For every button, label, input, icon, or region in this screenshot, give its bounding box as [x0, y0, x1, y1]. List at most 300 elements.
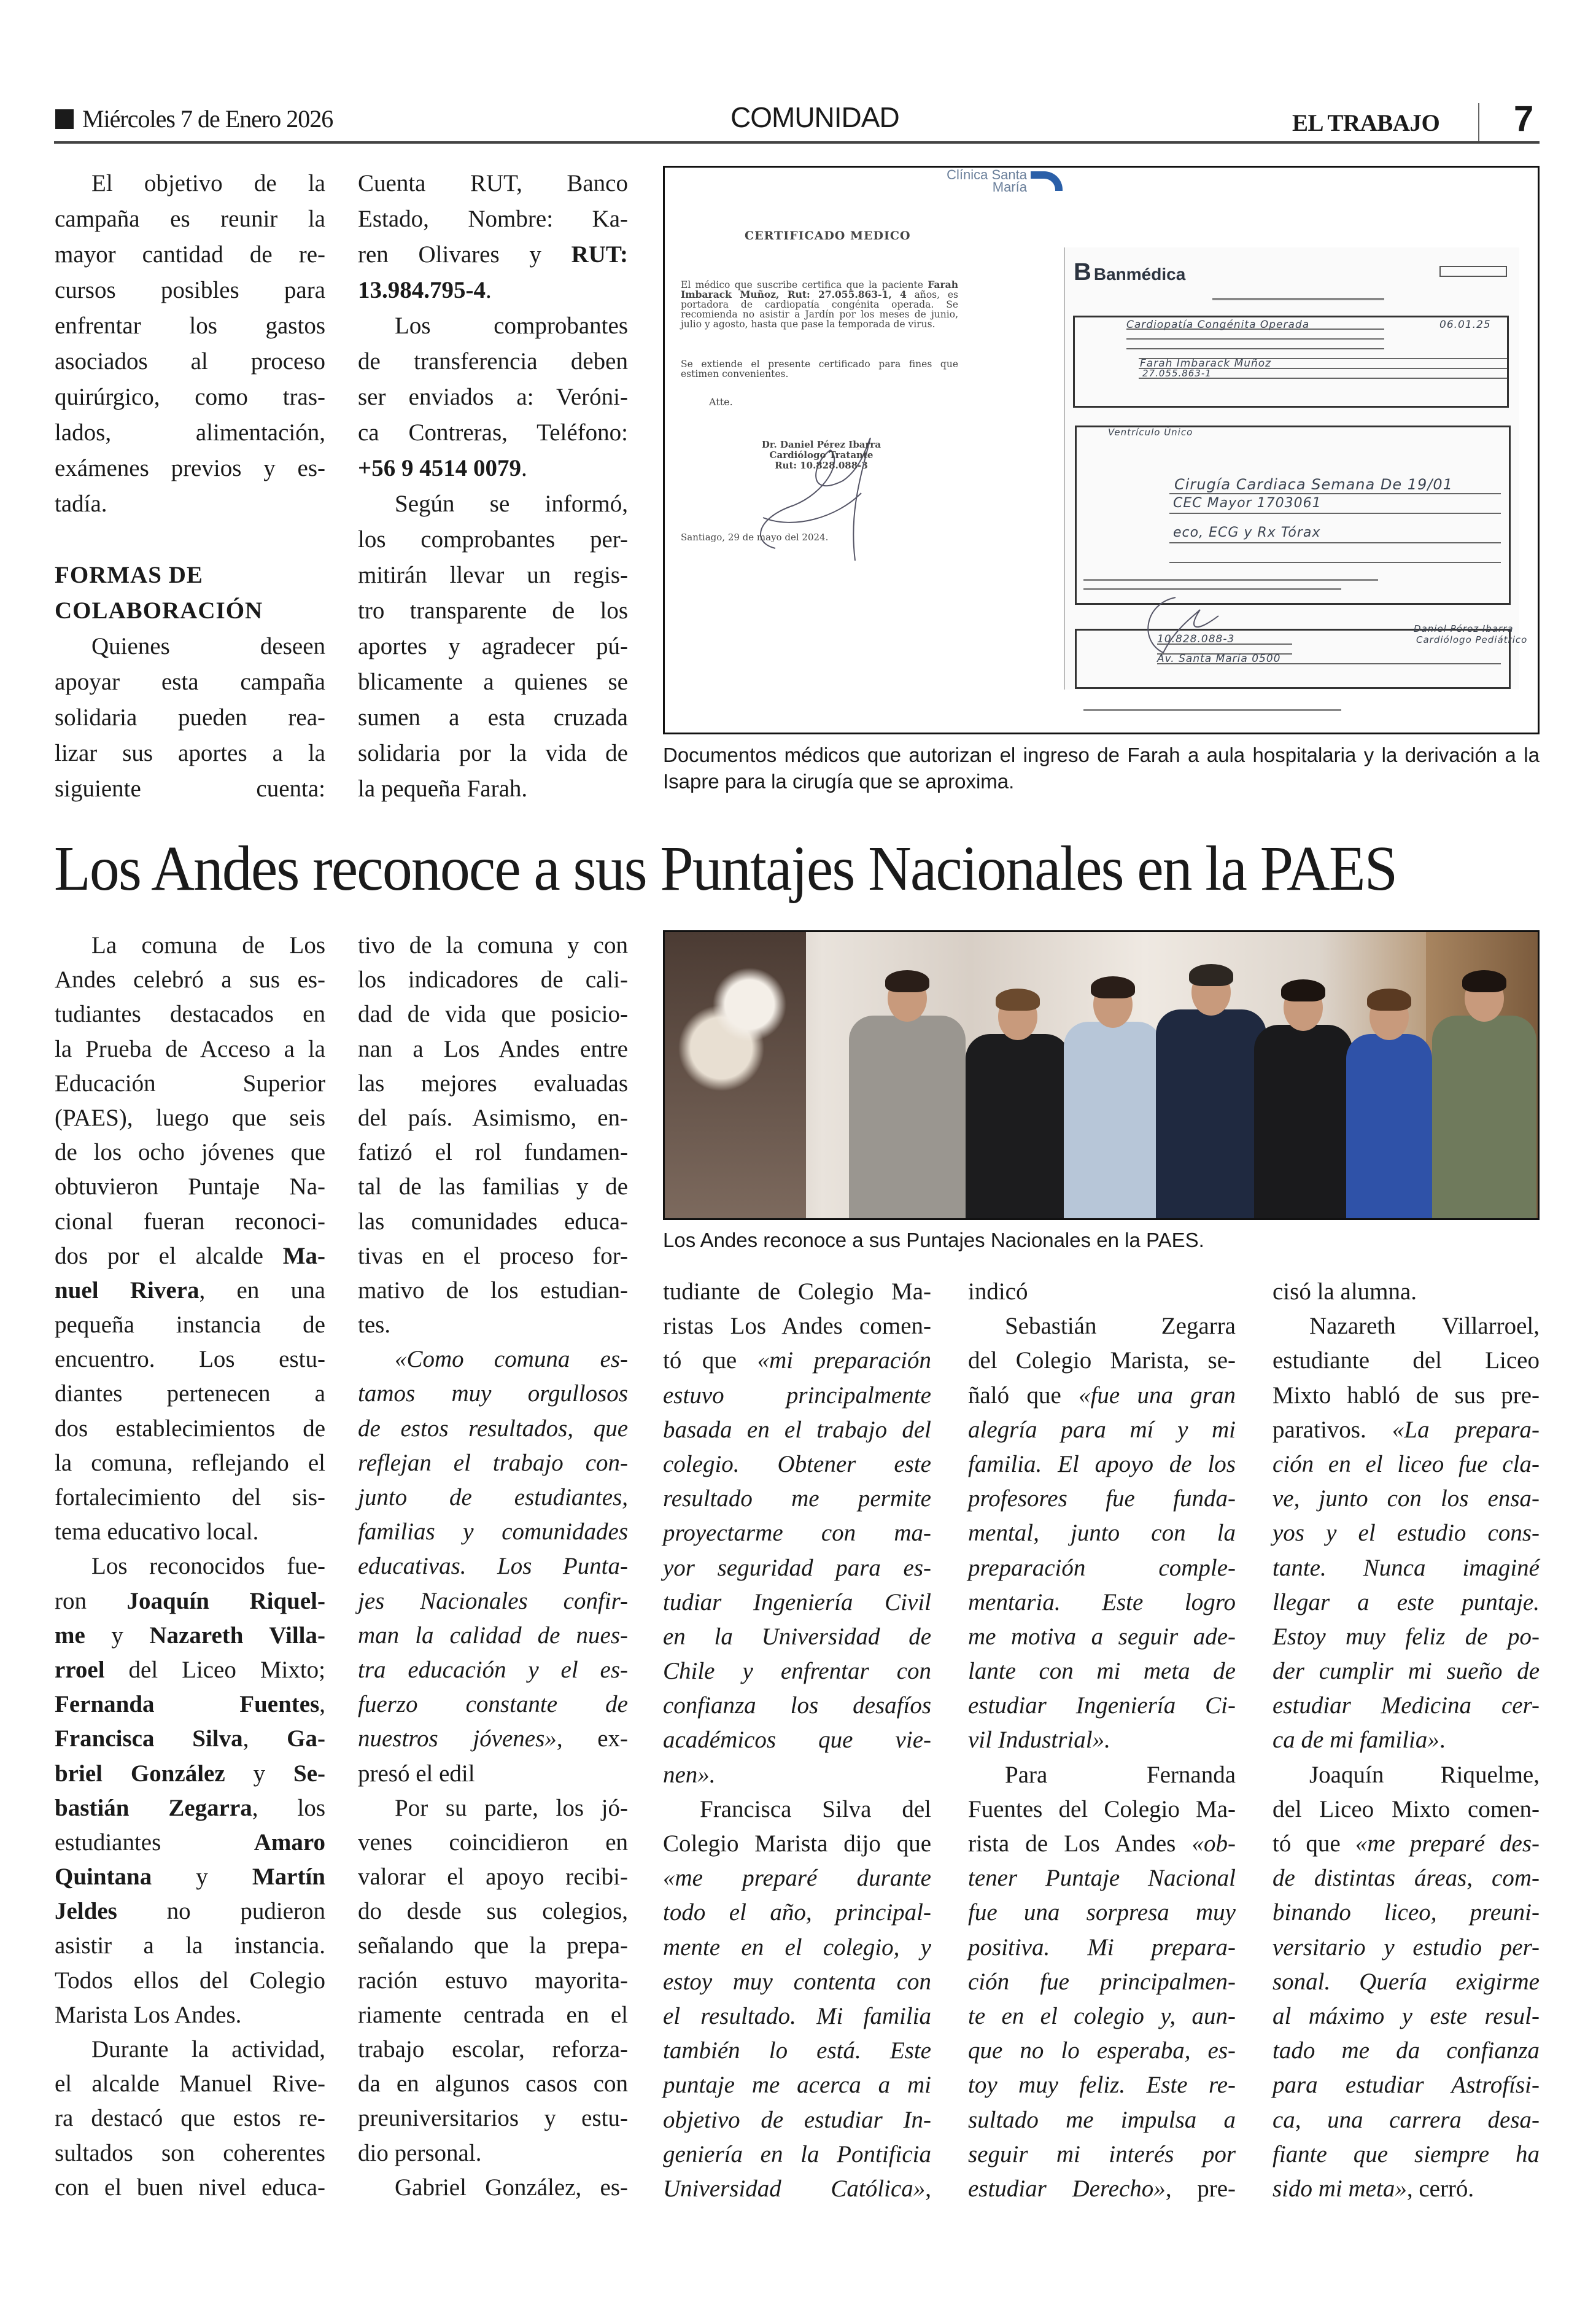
- text-line: [358, 736, 628, 771]
- text-line: [55, 1653, 325, 1687]
- main-article-column-1: [55, 928, 325, 2205]
- text-run: .: [1439, 1727, 1446, 1754]
- quote-text: «me preparé durante: [663, 1865, 931, 1892]
- text-line: [358, 771, 628, 807]
- text-run: La comuna de Los: [91, 932, 325, 958]
- text-run: venes coincidieron en: [358, 1829, 628, 1856]
- quote-text: proyectarme con ma-: [663, 1520, 931, 1547]
- text-line: [1273, 1861, 1540, 1895]
- text-line: [358, 1964, 628, 1998]
- text-run: (PAES), luego que seis: [55, 1104, 325, 1131]
- text-run: las comunidades educa-: [358, 1208, 628, 1235]
- text-run: presó el edil: [358, 1760, 475, 1787]
- text-run: del país. Asimismo, en-: [358, 1104, 628, 1131]
- text-line: [358, 1239, 628, 1273]
- text-line: [1273, 1309, 1540, 1343]
- text-line: [358, 928, 628, 963]
- text-run: Gabriel González, es-: [395, 2174, 628, 2201]
- banmedica-logo-icon: B: [1074, 259, 1091, 286]
- handwritten-doctor-rut: 10.828.088-3: [1157, 633, 1235, 645]
- text-line: [968, 1689, 1236, 1723]
- text-line: [663, 1861, 931, 1895]
- text-run: , cerró.: [1406, 2175, 1474, 2202]
- text-line: [358, 1032, 628, 1067]
- quote-text: positiva. Mi prepara-: [968, 1934, 1236, 1961]
- quote-text: reflejan el trabajo con-: [358, 1449, 628, 1476]
- person-figure: [849, 973, 966, 1218]
- quote-text: resultado me permite: [663, 1485, 931, 1512]
- text-line: [968, 2103, 1236, 2137]
- text-run: tema educativo local.: [55, 1518, 259, 1545]
- person-hair: [1281, 979, 1325, 1001]
- text-run: FORMAS DE: [55, 562, 203, 588]
- text-run: lizar sus aportes a la: [55, 740, 325, 766]
- certificate-document: [665, 168, 1540, 734]
- request-number-box: [1439, 266, 1507, 277]
- quote-text: junto de estudiantes,: [358, 1484, 628, 1510]
- text-run: los comprobantes per-: [358, 526, 628, 553]
- text-line: [55, 736, 325, 771]
- documents-caption: Documentos médicos que autorizan el ingreso de Farah a aula hospitalaria y la derivación a la Isapre para la cirugía que se aproxima.: [663, 744, 1540, 793]
- text-line: [663, 1654, 931, 1689]
- text-line: [663, 1482, 931, 1516]
- text-run: parativos.: [1273, 1416, 1392, 1443]
- certificate-body-rest: años, es portadora de cardiopatía congénita operada. Se recomienda no asistir a Jardín por los meses de junio, julio y agosto, hasta que pase la temporada de virus.: [681, 289, 958, 330]
- text-run: Todos ellos del Colegio: [55, 1967, 325, 1994]
- quote-text: confianza los desafíos: [663, 1692, 931, 1719]
- text-line: [55, 1515, 325, 1549]
- text-line: [55, 1239, 325, 1273]
- person-figure: [1156, 966, 1266, 1218]
- subheading-line: [55, 593, 325, 629]
- text-line: [55, 2101, 325, 2136]
- quote-text: fuerzo constante de: [358, 1691, 628, 1718]
- text-line: [968, 1792, 1236, 1827]
- text-line: [358, 1687, 628, 1722]
- text-run: mayor cantidad de re-: [55, 241, 325, 268]
- text-run: encuentro. Los estu-: [55, 1346, 325, 1373]
- text-line: [968, 1585, 1236, 1620]
- bold-text: Ma-: [282, 1242, 325, 1269]
- quote-text: ve, junto con los ensa-: [1273, 1485, 1540, 1512]
- text-line: [1273, 2172, 1540, 2206]
- quote-text: Estoy muy feliz de po-: [1273, 1623, 1540, 1650]
- text-run: .: [486, 277, 492, 303]
- quote-text: al máximo y este resul-: [1273, 2002, 1540, 2029]
- bold-text: RUT:: [571, 241, 628, 268]
- header-marker: [55, 109, 74, 129]
- text-line: [1273, 1689, 1540, 1723]
- patient-identification: Farah Imbarack Muñoz, Rut: 27.055.863-1, 4: [681, 279, 958, 300]
- text-run: de transferencia deben: [358, 348, 628, 375]
- text-run: Estado, Nombre: Ka-: [358, 206, 628, 232]
- quote-text: «ob-: [1191, 1830, 1236, 1857]
- issue-date: Miércoles 7 de Enero 2026: [82, 105, 333, 133]
- handwritten-specialty: Cardiólogo Pediátrico: [1416, 634, 1528, 645]
- text-line: [358, 1205, 628, 1239]
- text-run: Joaquín Riquelme,: [1309, 1761, 1540, 1788]
- text-line: [663, 1413, 931, 1447]
- text-line: [1273, 1482, 1540, 1516]
- text-line: [358, 2171, 628, 2205]
- text-line: [358, 308, 628, 344]
- person-hair: [996, 989, 1040, 1011]
- certificate-title: CERTIFICADO MEDICO: [745, 229, 911, 243]
- person-body: [1254, 1025, 1352, 1218]
- quote-text: «fue una gran: [1079, 1382, 1236, 1409]
- text-run: y: [152, 1864, 252, 1891]
- clinic-logo-icon: [1031, 171, 1063, 191]
- text-run: blicamente a quienes se: [358, 669, 628, 695]
- quote-text: nen».: [663, 1761, 716, 1788]
- handwritten-exams: eco, ECG y Rx Tórax: [1173, 525, 1321, 540]
- bold-text: Joaquín Riquel-: [126, 1587, 325, 1614]
- text-line: [1273, 1930, 1540, 1965]
- person-hair: [1367, 989, 1411, 1011]
- text-run: fatizó el rol fundamen-: [358, 1139, 628, 1166]
- banmedica-form: [1064, 247, 1528, 690]
- text-line: [55, 201, 325, 237]
- text-line: [358, 1584, 628, 1619]
- text-run: Para Fernanda: [1005, 1761, 1236, 1788]
- text-run: ra destacó que estos re-: [55, 2105, 325, 2132]
- text-run: ren Olivares y: [358, 241, 571, 268]
- text-run: Nazareth Villarroel,: [1309, 1313, 1540, 1340]
- text-run: asociados al proceso: [55, 348, 325, 375]
- person-figure: [1346, 991, 1432, 1218]
- quote-text: te en el colegio y, aun-: [968, 2002, 1236, 2029]
- medical-documents-image: [663, 166, 1540, 734]
- text-line: [55, 664, 325, 700]
- quote-text: yor seguridad para es-: [663, 1554, 931, 1581]
- bold-text: Fernanda Fuentes: [55, 1691, 320, 1718]
- text-line: [358, 522, 628, 558]
- text-line: [663, 1965, 931, 1999]
- text-run: fortalecimiento del sis-: [55, 1484, 325, 1510]
- quote-text: versitario y estudio per-: [1273, 1934, 1540, 1961]
- text-line: [358, 593, 628, 629]
- text-line: [1273, 1447, 1540, 1482]
- quote-text: de distintas áreas, com-: [1273, 1865, 1540, 1892]
- text-line: [968, 1275, 1236, 1309]
- text-run: solidaria por la vida de: [358, 740, 628, 766]
- text-run: Quienes deseen: [91, 633, 325, 659]
- text-line: [55, 1791, 325, 1825]
- text-run: estudiante del Liceo: [1273, 1347, 1540, 1374]
- text-line: [55, 1308, 325, 1342]
- text-run: , pre-: [1165, 2175, 1236, 2202]
- quote-text: me motiva a seguir ade-: [968, 1623, 1236, 1650]
- text-line: [663, 1275, 931, 1309]
- quote-text: estudiar Derecho»: [968, 2175, 1166, 2202]
- quote-text: objetivo de estudiar In-: [663, 2106, 931, 2133]
- quote-text: jes Nacionales confir-: [358, 1587, 628, 1614]
- text-line: [663, 1620, 931, 1654]
- text-line: [55, 1549, 325, 1584]
- quote-text: Chile y enfrentar con: [663, 1658, 931, 1685]
- quote-text: todo el año, principal-: [663, 1899, 931, 1926]
- text-line: [358, 237, 628, 273]
- text-line: [55, 2032, 325, 2067]
- text-run: diantes pertenecen a: [55, 1380, 325, 1407]
- text-line: [358, 1273, 628, 1308]
- text-run: ,: [319, 1691, 325, 1718]
- person-body: [966, 1034, 1070, 1218]
- text-line: [358, 629, 628, 664]
- text-line: [663, 1999, 931, 2034]
- text-line: [358, 1791, 628, 1825]
- quote-text: tener Puntaje Nacional: [968, 1865, 1236, 1892]
- person-hair: [1189, 964, 1233, 986]
- handwritten-patient-rut: 27.055.863-1: [1142, 368, 1212, 379]
- quote-text: académicos que vie-: [663, 1727, 931, 1754]
- text-line: [1273, 1965, 1540, 1999]
- main-article-column-5: [1273, 1275, 1540, 2206]
- bold-text: nuel Rivera: [55, 1277, 200, 1304]
- text-line: [1273, 1827, 1540, 1861]
- text-line: [663, 1930, 931, 1965]
- text-line: [358, 1515, 628, 1549]
- text-line: [358, 1412, 628, 1446]
- text-run: lados, alimentación,: [55, 419, 325, 446]
- quote-text: «me preparé des-: [1355, 1830, 1540, 1857]
- text-line: [55, 928, 325, 963]
- text-run: , los: [252, 1794, 325, 1821]
- text-line: [358, 344, 628, 379]
- text-run: aportes y agradecer pú-: [358, 633, 628, 659]
- quote-text: estudiar Ingeniería Ci-: [968, 1692, 1236, 1719]
- text-line: [55, 1825, 325, 1860]
- text-run: nan a Los Andes entre: [358, 1035, 628, 1062]
- text-run: del Colegio Marista, se-: [968, 1347, 1236, 1374]
- text-line: [55, 700, 325, 736]
- text-line: [55, 1273, 325, 1308]
- quote-text: nuestros jóvenes»: [358, 1725, 557, 1752]
- text-run: apoyar esta campaña: [55, 669, 325, 695]
- text-line: [358, 1377, 628, 1411]
- form-section-diagnosis: [1075, 426, 1511, 605]
- person-body: [1064, 1022, 1162, 1218]
- text-run: tadía.: [55, 491, 107, 517]
- text-line: [968, 1516, 1236, 1550]
- text-run: tro transparente de los: [358, 597, 628, 624]
- text-line: [663, 2172, 931, 2206]
- header-rule: [54, 141, 1540, 144]
- text-line: [358, 1446, 628, 1480]
- text-line: [358, 664, 628, 700]
- text-line: [968, 2172, 1236, 2206]
- text-line: [358, 963, 628, 997]
- text-run: Durante la actividad,: [91, 2036, 325, 2062]
- text-line: [968, 1378, 1236, 1413]
- text-line: [1273, 1895, 1540, 1930]
- text-run: tó que: [1273, 1830, 1355, 1857]
- quote-text: alegría para mí y mi: [968, 1416, 1236, 1443]
- text-line: [663, 2068, 931, 2102]
- certificate-signer: [757, 440, 886, 471]
- text-run: cursos posibles para: [55, 277, 325, 303]
- quote-text: «mi preparación: [757, 1347, 931, 1374]
- page-number: 7: [1514, 99, 1534, 139]
- text-line: [358, 273, 628, 308]
- text-run: tes.: [358, 1312, 391, 1339]
- certificate-body-lead: El médico que suscribe certifica que la paciente: [681, 279, 928, 290]
- quote-text: mentaria. Este logro: [968, 1588, 1236, 1615]
- text-line: [663, 1343, 931, 1378]
- text-run: siguiente cuenta:: [55, 776, 325, 802]
- text-line: [358, 1308, 628, 1342]
- text-line: [55, 1722, 325, 1756]
- text-run: con el buen nivel educa-: [55, 2174, 325, 2201]
- bold-text: Martín: [252, 1864, 325, 1891]
- text-line: [968, 1758, 1236, 1792]
- text-run: Según se informó,: [395, 491, 628, 517]
- certificate-closing: Atte.: [709, 396, 733, 408]
- quote-text: tante. Nunca imaginé: [1273, 1554, 1540, 1581]
- text-line: [1273, 2137, 1540, 2172]
- text-run: estudiantes: [55, 1829, 254, 1856]
- text-run: dad de vida que posicio-: [358, 1001, 628, 1028]
- certificate-purpose: Se extiende el presente certificado para fines que estimen convenientes.: [681, 359, 958, 379]
- text-line: [55, 1342, 325, 1377]
- text-line: [55, 1170, 325, 1204]
- text-line: [358, 558, 628, 593]
- quote-text: mental, junto con la: [968, 1520, 1236, 1547]
- quote-text: profesores fue funda-: [968, 1485, 1236, 1512]
- text-line: [55, 1377, 325, 1411]
- text-line: [55, 997, 325, 1032]
- text-run: los indicadores de cali-: [358, 966, 628, 993]
- text-run: mitirán llevar un regis-: [358, 562, 628, 588]
- text-line: [55, 1998, 325, 2032]
- text-run: asistir a la instancia.: [55, 1932, 325, 1959]
- handwritten-fonasa-code: CEC Mayor 1703061: [1173, 496, 1322, 511]
- text-run: da en algunos casos con: [358, 2070, 628, 2097]
- text-run: sultados son coherentes: [55, 2139, 325, 2166]
- blank-line: [55, 522, 325, 558]
- quote-text: familia. El apoyo de los: [968, 1450, 1236, 1477]
- text-line: [358, 1860, 628, 1894]
- text-line: [358, 1722, 628, 1756]
- text-line: [358, 1894, 628, 1929]
- text-run: trabajo escolar, reforza-: [358, 2036, 628, 2062]
- signer-title: Cardiólogo Tratante: [769, 449, 874, 461]
- text-run: COLABORACIÓN: [55, 597, 263, 624]
- text-line: [968, 1620, 1236, 1654]
- text-line: [663, 1689, 931, 1723]
- certificate-body: [681, 280, 958, 329]
- text-run: ,: [242, 1725, 287, 1752]
- text-run: preuniversitarios y estu-: [358, 2105, 628, 2132]
- bold-text: Francisca Silva: [55, 1725, 243, 1752]
- text-line: [663, 1895, 931, 1930]
- text-line: [968, 2137, 1236, 2172]
- text-line: [1273, 2068, 1540, 2102]
- person-figure: [1254, 982, 1352, 1218]
- text-line: [358, 451, 628, 486]
- header-divider: [1478, 103, 1479, 141]
- handwritten-diagnosis: Ventrículo Único: [1108, 427, 1193, 438]
- text-run: el alcalde Manuel Rive-: [55, 2070, 325, 2097]
- text-run: cional fueran reconoci-: [55, 1208, 325, 1235]
- main-article-column-3: [663, 1275, 931, 2206]
- text-run: ron: [55, 1587, 127, 1614]
- person-body: [849, 1016, 966, 1218]
- text-line: [663, 1516, 931, 1550]
- text-line: [968, 1723, 1236, 1757]
- text-line: [55, 237, 325, 273]
- text-line: [968, 1413, 1236, 1447]
- text-run: Educación Superior: [55, 1070, 325, 1097]
- quote-text: preparación comple-: [968, 1554, 1236, 1581]
- text-line: [55, 1412, 325, 1446]
- signer-rut: Rut: 10.828.088-3: [775, 460, 868, 471]
- text-line: [663, 1378, 931, 1413]
- text-line: [1273, 1999, 1540, 2034]
- text-line: [968, 1551, 1236, 1585]
- text-run: ser enviados a: Veróni-: [358, 384, 628, 410]
- text-run: Los reconocidos fue-: [91, 1553, 325, 1580]
- text-line: [1273, 1620, 1540, 1654]
- quote-text: tudiar Ingeniería Civil: [663, 1588, 931, 1615]
- text-run: riamente centrada en el: [358, 2001, 628, 2028]
- text-run: exámenes previos y es-: [55, 455, 325, 481]
- text-line: [663, 1792, 931, 1827]
- text-run: no pudieron: [117, 1898, 325, 1925]
- text-line: [55, 1964, 325, 1998]
- text-run: y: [225, 1760, 293, 1787]
- text-line: [55, 963, 325, 997]
- text-line: [1273, 1723, 1540, 1757]
- text-line: [55, 1757, 325, 1791]
- text-line: [55, 1067, 325, 1101]
- text-line: [55, 1205, 325, 1239]
- text-run: Por su parte, los jó-: [395, 1794, 628, 1821]
- quote-text: el resultado. Mi familia: [663, 2002, 931, 2029]
- text-line: [55, 486, 325, 522]
- text-line: [358, 1101, 628, 1135]
- text-line: [968, 1861, 1236, 1895]
- person-body: [1432, 1016, 1536, 1218]
- text-line: [358, 997, 628, 1032]
- text-line: [55, 771, 325, 807]
- banmedica-brand: Banmédica: [1093, 265, 1186, 284]
- quote-text: en la Universidad de: [663, 1623, 931, 1650]
- text-line: [663, 1447, 931, 1482]
- text-line: [1273, 2103, 1540, 2137]
- signer-name: Dr. Daniel Pérez Ibarra: [761, 439, 881, 450]
- text-line: [1273, 1758, 1540, 1792]
- text-run: sumen a esta cruzada: [358, 704, 628, 731]
- bold-text: Quintana: [55, 1864, 152, 1891]
- text-line: [55, 2136, 325, 2171]
- photo-caption: Los Andes reconoce a sus Puntajes Nacionales en la PAES.: [663, 1229, 1204, 1251]
- handwritten-diagnosis-ges: Cardiopatía Congénita Operada: [1126, 319, 1310, 331]
- text-line: [358, 1549, 628, 1584]
- text-line: [663, 1551, 931, 1585]
- person-hair: [1091, 976, 1135, 998]
- quote-text: de estos resultados, que: [358, 1415, 628, 1442]
- person-body: [1156, 1009, 1266, 1218]
- text-line: [968, 1654, 1236, 1689]
- quote-text: ción en el liceo fue cla-: [1273, 1450, 1540, 1477]
- text-line: [55, 2171, 325, 2205]
- text-line: [358, 1929, 628, 1963]
- text-run: señalando que la prepa-: [358, 1932, 628, 1959]
- quote-text: «La prepara-: [1392, 1416, 1540, 1443]
- subheading-line: [55, 558, 325, 593]
- quote-text: que no lo esperaba, es-: [968, 2037, 1236, 2064]
